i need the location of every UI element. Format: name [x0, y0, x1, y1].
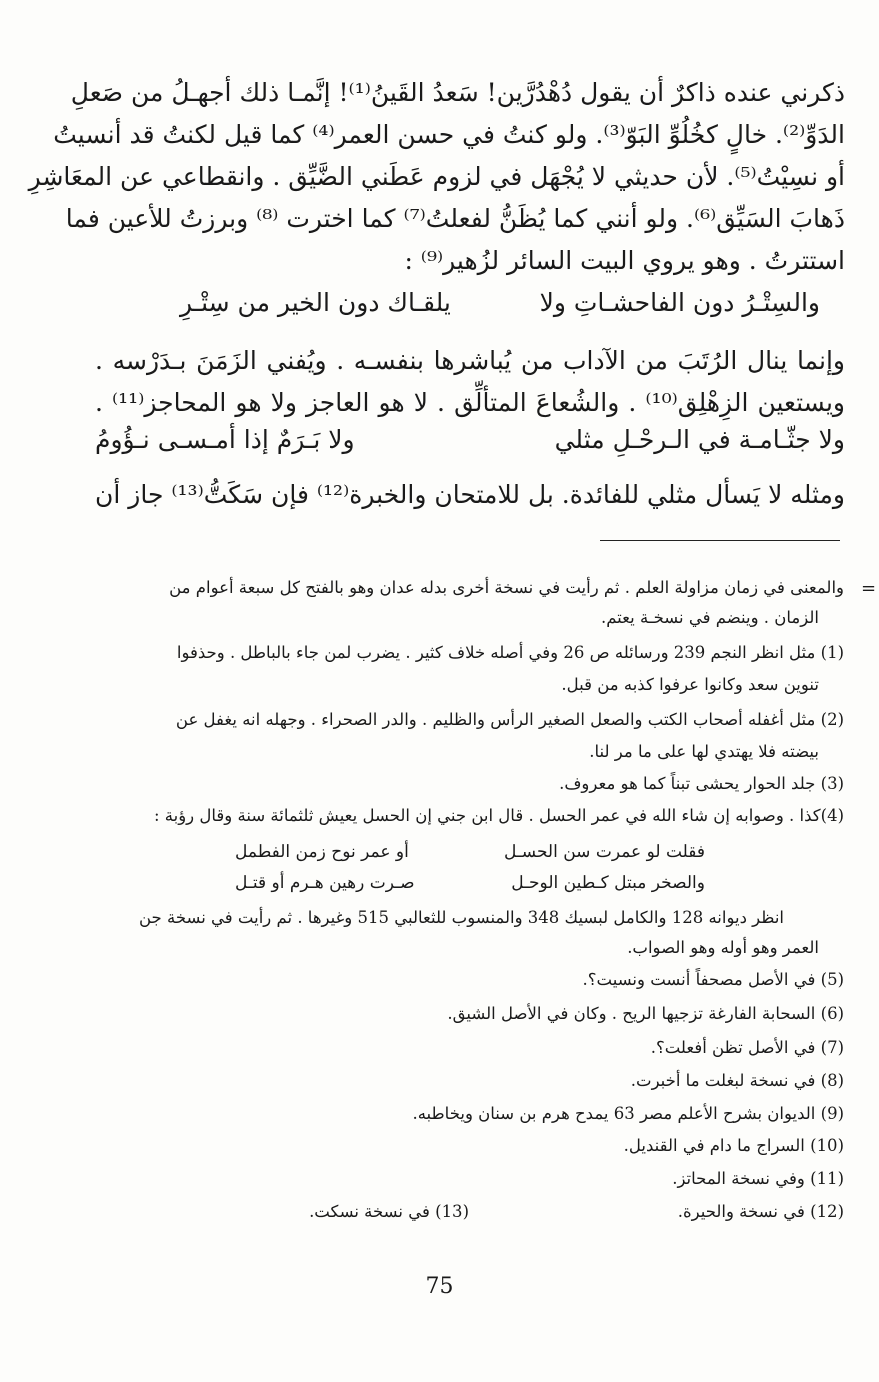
verse-hemistich-left: صـرت رهين هـرم أو قتـل	[235, 873, 415, 893]
poem-hemistich-right: ولا جثّـامـة في الـرحْـلِ مثلي	[554, 425, 845, 454]
main-text-3	[95, 474, 845, 516]
footnote-12: (12) في نسخة والحيرة.	[677, 1202, 844, 1221]
footnote-10: (10) السراج ما دام في القنديل.	[623, 1136, 844, 1155]
footnote-3: (3) جلد الحوار يحشى تبناً كما هو معروف.	[559, 774, 844, 793]
main-text	[28, 72, 845, 282]
verse-hemistich-right: فقلت لو عمرت سن الحسـل	[503, 842, 705, 862]
footnote-13: (13) في نسخة نسكت.	[309, 1202, 469, 1221]
footnote-verse-1	[235, 842, 705, 868]
footnote-intro-line: الزمان . وينضم في نسخـة يعتم.	[600, 608, 819, 627]
footnote-8: (8) في نسخة لبغلت ما أخبرت.	[630, 1071, 844, 1090]
main-line: وإنما ينال الرُتَبَ من الآداب من يُباشرها بنفسـه . ويُفني الزَمَنَ بـدَرْسه .	[95, 346, 845, 375]
main-line: الدَوِّ⁽²⁾. خالٍ كخُلُوِّ البَوّ⁽³⁾. ولو كنتُ في حسن العمر⁽⁴⁾ كما قيل لكنتُ قد أنسيتُ	[53, 120, 845, 149]
footnote-7: (7) في الأصل تظن أفعلت؟.	[650, 1038, 844, 1057]
footnote-4-cont: العمر وهو أوله وهو الصواب.	[627, 938, 819, 957]
footnote-9: (9) الديوان بشرح الأعلم مصر 63 يمدح هرم بن سنان ويخاطبه.	[412, 1104, 844, 1123]
footnote-11: (11) وفي نسخة المحاتز.	[672, 1169, 844, 1188]
verse-hemistich-left: أو عمر نوح زمن الفطمل	[235, 842, 409, 862]
footnote-verse-2	[235, 873, 705, 899]
poem-verse-1	[120, 288, 820, 328]
verse-hemistich-right: والصخر مبتل كـطين الوحـل	[511, 873, 705, 893]
main-line: ذكرني عنده ذاكرٌ أن يقول دُهْدُرَّين! سَعدُ القَينُ⁽¹⁾! إنَّمـا ذلك أجهـلُ من صَعلِ	[70, 78, 845, 107]
footnote-1-cont: تنوين سعد وكانوا عرفوا كذبه من قبل.	[561, 675, 819, 694]
poem-verse-2	[95, 425, 845, 465]
main-line: ومثله لا يَسأل مثلي للفائدة. بل للامتحان والخبرة⁽¹²⁾ فإن سَكَتُّ⁽¹³⁾ جاز أن	[95, 480, 845, 509]
main-line: ذَهابَ السَيِّق⁽⁶⁾. ولو أنني كما يُظَنُّ لفعلتُ⁽⁷⁾ كما اخترت ⁽⁸⁾ وبرزتُ للأعين فما	[65, 204, 845, 233]
footnote-intro-line: والمعنى في زمان مزاولة العلم . ثم رأيت في نسخة أخرى بدله عدان وهو بالفتح كل سبعة أعوام من	[169, 578, 844, 597]
poem-hemistich-left: يلقـاك دون الخير من سِتْـرِ	[180, 288, 451, 317]
footnote-separator	[600, 540, 840, 541]
footnote-4: (4)كذا . وصوابه إن شاء الله في عمر الحسل . قال ابن جني إن الحسل يعيش ثلثمائة سنة وقال رؤبة :	[153, 806, 844, 825]
footnote-5: (5) في الأصل مصحفاً أنست ونسيت؟.	[582, 970, 844, 989]
main-text-2	[95, 340, 845, 424]
poem-hemistich-right: والسِتْـرُ دون الفاحشـاتِ ولا	[539, 288, 820, 317]
main-line: استترتُ . وهو يروي البيت السائر لزُهير⁽⁹⁾ :	[404, 246, 845, 275]
main-line: أو نسِيْتُ⁽⁵⁾. لأن حديثي لا يُجْهَل في لزوم عَطَني الضَّيِّق . وانقطاعي عن المعَاشِرِ	[28, 162, 845, 191]
footnote-2: (2) مثل أغفله أصحاب الكتب والصعل الصغير الرأس والظليم . والدر الصحراء . وجهله انه يغفل عن	[175, 710, 844, 729]
main-line: ويستعين الزِهْلِق⁽¹⁰⁾ . والشُعاعَ المتألِّق . لا هو العاجز ولا هو المحاجز⁽¹¹⁾ .	[95, 388, 845, 417]
poem-hemistich-left: ولا بَـرَمٌ إذا أمـسـى نـؤُومُ	[95, 425, 355, 454]
footnote-6: (6) السحابة الفارغة تزجيها الريح . وكان في الأصل الشيق.	[447, 1004, 844, 1023]
footnote-1: (1) مثل انظر النجم 239 ورسائله ص 26 وفي أصله خلاف كثير . يضرب لمن جاء بالباطل . وحذفوا	[176, 643, 844, 662]
page-number: 75	[425, 1274, 454, 1299]
continuation-mark: =	[861, 578, 877, 599]
footnote-4-cont: انظر ديوانه 128 والكامل لبسيك 348 والمنسوب للثعالبي 515 وغيرها . ثم رأيت في نسخة جن	[138, 908, 784, 927]
footnote-2-cont: بيضته فلا يهتدي لها على ما مر لنا.	[589, 742, 819, 761]
